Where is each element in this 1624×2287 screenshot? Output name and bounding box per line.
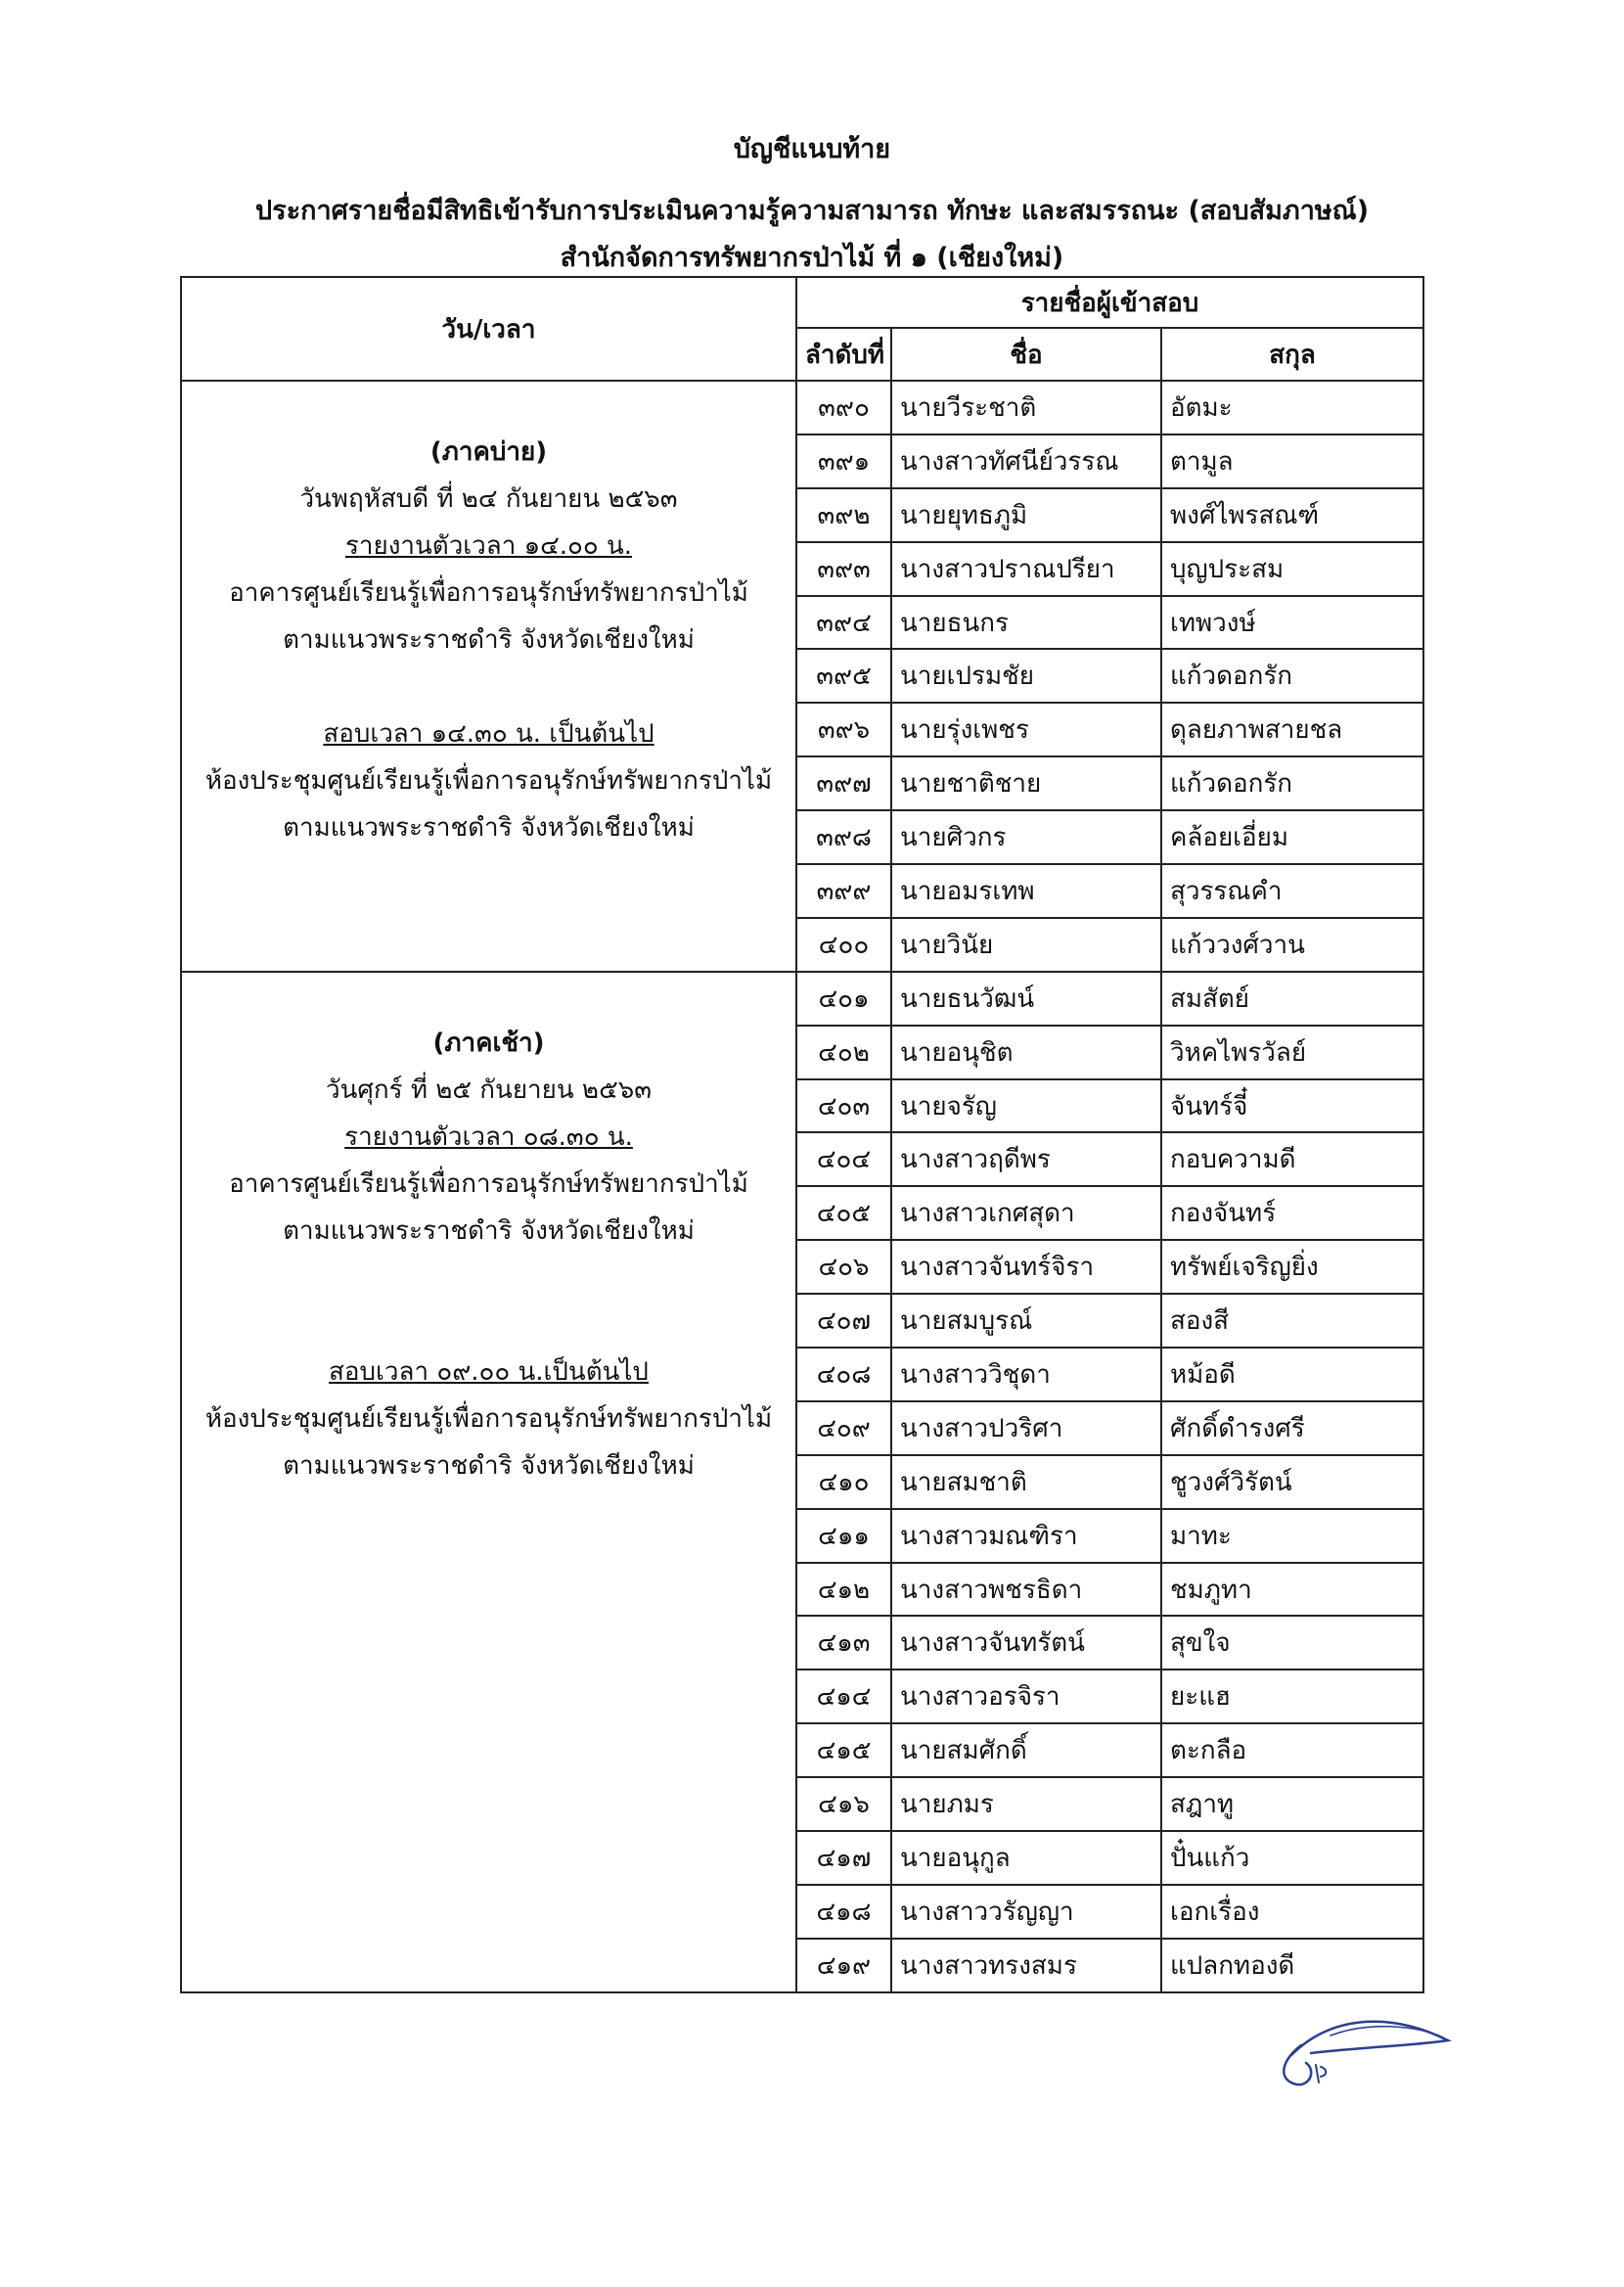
- row-order: ๔๑๓: [796, 1616, 891, 1670]
- row-last-name: สองสี: [1161, 1294, 1423, 1348]
- row-order: ๔๐๗: [796, 1294, 891, 1348]
- row-last-name: สมสัตย์: [1161, 972, 1423, 1026]
- row-order: ๓๙๖: [796, 703, 891, 756]
- row-last-name: ทรัพย์เจริญยิ่ง: [1161, 1240, 1423, 1294]
- row-order: ๔๑๔: [796, 1670, 891, 1723]
- row-order: ๔๑๗: [796, 1831, 891, 1885]
- row-first-name: นายวินัย: [891, 918, 1161, 972]
- row-order: ๔๐๑: [796, 972, 891, 1026]
- header-last-name: สกุล: [1161, 328, 1423, 381]
- row-first-name: นายธนวัฒน์: [891, 972, 1161, 1026]
- row-first-name: นายยุทธภูมิ: [891, 488, 1161, 542]
- row-first-name: นางสาวพชรธิดา: [891, 1563, 1161, 1617]
- row-first-name: นางสาวเกศสุดา: [891, 1186, 1161, 1240]
- session-report-place-line1: อาคารศูนย์เรียนรู้เพื่อการอนุรักษ์ทรัพยากรป่าไม้: [229, 1168, 748, 1199]
- row-order: ๓๙๓: [796, 542, 891, 596]
- session-exam-time: สอบเวลา ๐๙.๐๐ น.เป็นต้นไป: [329, 1356, 649, 1387]
- session-report-place-line2: ตามแนวพระราชดำริ จังหวัดเชียงใหม่: [283, 1215, 695, 1246]
- row-first-name: นายภมร: [891, 1777, 1161, 1831]
- row-first-name: นายรุ่งเพชร: [891, 703, 1161, 756]
- row-first-name: นายสมชาติ: [891, 1455, 1161, 1509]
- row-first-name: นางสาวอรจิรา: [891, 1670, 1161, 1723]
- row-order: ๔๐๓: [796, 1079, 891, 1133]
- row-last-name: แปลกทองดี: [1161, 1939, 1423, 1992]
- session-date: วันศุกร์ ที่ ๒๕ กันยายน ๒๕๖๓: [325, 1075, 653, 1105]
- row-first-name: นางสาวปวริศา: [891, 1401, 1161, 1455]
- header-candidate-names: รายชื่อผู้เข้าสอบ: [796, 277, 1423, 328]
- row-order: ๔๑๐: [796, 1455, 891, 1509]
- row-first-name: นายวีระชาติ: [891, 381, 1161, 435]
- row-last-name: อัตมะ: [1161, 381, 1423, 435]
- row-order: ๔๑๙: [796, 1939, 891, 1992]
- session-exam-time: สอบเวลา ๑๔.๓๐ น. เป็นต้นไป: [323, 719, 654, 749]
- row-last-name: กองจันทร์: [1161, 1186, 1423, 1240]
- row-order: ๔๑๑: [796, 1509, 891, 1563]
- session-exam-place-line1: ห้องประชุมศูนย์เรียนรู้เพื่อการอนุรักษ์ทรัพยากรป่าไม้: [204, 766, 773, 796]
- row-last-name: เอกเรื่อง: [1161, 1885, 1423, 1939]
- row-order: ๓๙๔: [796, 596, 891, 650]
- row-order: ๔๐๖: [796, 1240, 891, 1294]
- row-order: ๔๐๙: [796, 1401, 891, 1455]
- row-last-name: คล้อยเอี่ยม: [1161, 810, 1423, 864]
- row-order: ๔๑๒: [796, 1563, 891, 1617]
- row-first-name: นายอนุกูล: [891, 1831, 1161, 1885]
- row-first-name: นางสาวทรงสมร: [891, 1939, 1161, 1992]
- row-order: ๓๙๘: [796, 810, 891, 864]
- header-datetime: วัน/เวลา: [181, 277, 796, 381]
- row-last-name: ชมภูทา: [1161, 1563, 1423, 1617]
- session-morning-cell: [181, 972, 796, 1992]
- row-last-name: แก้ววงศ์วาน: [1161, 918, 1423, 972]
- row-last-name: ชูวงศ์วิรัตน์: [1161, 1455, 1423, 1509]
- row-last-name: ดุลยภาพสายชล: [1161, 703, 1423, 756]
- header-order: ลำดับที่: [796, 328, 891, 381]
- session-period: (ภาคเช้า): [432, 1028, 545, 1058]
- row-first-name: นางสาวทัศนีย์วรรณ: [891, 435, 1161, 488]
- row-last-name: จันทร์จี๋: [1161, 1079, 1423, 1133]
- row-last-name: วิหคไพรวัลย์: [1161, 1026, 1423, 1079]
- row-last-name: กอบความดี: [1161, 1132, 1423, 1186]
- row-last-name: ศักดิ์ดำรงศรี: [1161, 1401, 1423, 1455]
- row-order: ๔๐๐: [796, 918, 891, 972]
- row-last-name: บุญประสม: [1161, 542, 1423, 596]
- row-order: ๔๐๕: [796, 1186, 891, 1240]
- row-first-name: นายสมศักดิ์: [891, 1723, 1161, 1777]
- table-header-row: [181, 277, 1423, 328]
- row-last-name: เทพวงษ์: [1161, 596, 1423, 650]
- row-last-name: สฎาทู: [1161, 1777, 1423, 1831]
- row-first-name: นายอนุชิต: [891, 1026, 1161, 1079]
- row-first-name: นางสาวมณฑิรา: [891, 1509, 1161, 1563]
- session-date: วันพฤหัสบดี ที่ ๒๔ กันยายน ๒๕๖๓: [299, 484, 678, 514]
- row-last-name: ตามูล: [1161, 435, 1423, 488]
- row-first-name: นางสาวจันทร์จิรา: [891, 1240, 1161, 1294]
- row-last-name: ยะแฮ: [1161, 1670, 1423, 1723]
- row-first-name: นางสาววิชุดา: [891, 1348, 1161, 1401]
- row-last-name: แก้วดอกรัก: [1161, 649, 1423, 703]
- row-first-name: นายอมรเทพ: [891, 864, 1161, 918]
- session-report-place-line2: ตามแนวพระราชดำริ จังหวัดเชียงใหม่: [283, 625, 695, 655]
- session-exam-place-line2: ตามแนวพระราชดำริ จังหวัดเชียงใหม่: [283, 1450, 695, 1481]
- document-subtitle-line1: ประกาศรายชื่อมีสิทธิเข้ารับการประเมินความรู้ความสามารถ ทักษะ และสมรรถนะ (สอบสัมภาษณ์): [254, 196, 1370, 226]
- handwritten-signature-icon: [1272, 1987, 1458, 2094]
- session-exam-place-line1: ห้องประชุมศูนย์เรียนรู้เพื่อการอนุรักษ์ทรัพยากรป่าไม้: [204, 1403, 773, 1434]
- row-order: ๓๙๗: [796, 756, 891, 810]
- row-first-name: นางสาวปราณปรียา: [891, 542, 1161, 596]
- session-exam-place-line2: ตามแนวพระราชดำริ จังหวัดเชียงใหม่: [283, 813, 695, 843]
- row-first-name: นายธนกร: [891, 596, 1161, 650]
- table-row: [181, 381, 1423, 435]
- row-first-name: นายเปรมชัย: [891, 649, 1161, 703]
- row-order: ๔๑๕: [796, 1723, 891, 1777]
- row-first-name: นายจรัญ: [891, 1079, 1161, 1133]
- row-order: ๓๙๒: [796, 488, 891, 542]
- row-last-name: สุขใจ: [1161, 1616, 1423, 1670]
- document-subtitle-line2: สำนักจัดการทรัพยากรป่าไม้ ที่ ๑ (เชียงใหม่): [560, 243, 1064, 273]
- row-last-name: พงศ์ไพรสณฑ์: [1161, 488, 1423, 542]
- row-order: ๔๐๒: [796, 1026, 891, 1079]
- document-title: บัญชีแนบท้าย: [733, 134, 891, 164]
- row-order: ๔๐๘: [796, 1348, 891, 1401]
- session-report-time: รายงานตัวเวลา ๑๔.๐๐ น.: [344, 531, 633, 561]
- row-order: ๓๙๙: [796, 864, 891, 918]
- row-order: ๔๑๖: [796, 1777, 891, 1831]
- row-order: ๓๙๑: [796, 435, 891, 488]
- row-last-name: หม้อดี: [1161, 1348, 1423, 1401]
- row-first-name: นายศิวกร: [891, 810, 1161, 864]
- row-first-name: นายชาติชาย: [891, 756, 1161, 810]
- session-report-place-line1: อาคารศูนย์เรียนรู้เพื่อการอนุรักษ์ทรัพยากรป่าไม้: [229, 578, 748, 608]
- session-period: (ภาคบ่าย): [429, 437, 548, 467]
- row-order: ๔๐๔: [796, 1132, 891, 1186]
- row-last-name: แก้วดอกรัก: [1161, 756, 1423, 810]
- row-first-name: นางสาวจันทรัตน์: [891, 1616, 1161, 1670]
- header-first-name: ชื่อ: [891, 328, 1161, 381]
- row-first-name: นายสมบูรณ์: [891, 1294, 1161, 1348]
- row-first-name: นางสาวฤดีพร: [891, 1132, 1161, 1186]
- row-last-name: มาทะ: [1161, 1509, 1423, 1563]
- table-row: [181, 972, 1423, 1026]
- session-afternoon-cell: [181, 381, 796, 972]
- candidate-table: [180, 276, 1424, 1993]
- row-last-name: ตะกลือ: [1161, 1723, 1423, 1777]
- row-order: ๓๙๐: [796, 381, 891, 435]
- row-order: ๓๙๕: [796, 649, 891, 703]
- row-first-name: นางสาววรัญญา: [891, 1885, 1161, 1939]
- row-order: ๔๑๘: [796, 1885, 891, 1939]
- row-last-name: ปั๋นแก้ว: [1161, 1831, 1423, 1885]
- session-report-time: รายงานตัวเวลา ๐๘.๓๐ น.: [344, 1121, 633, 1152]
- row-last-name: สุวรรณคำ: [1161, 864, 1423, 918]
